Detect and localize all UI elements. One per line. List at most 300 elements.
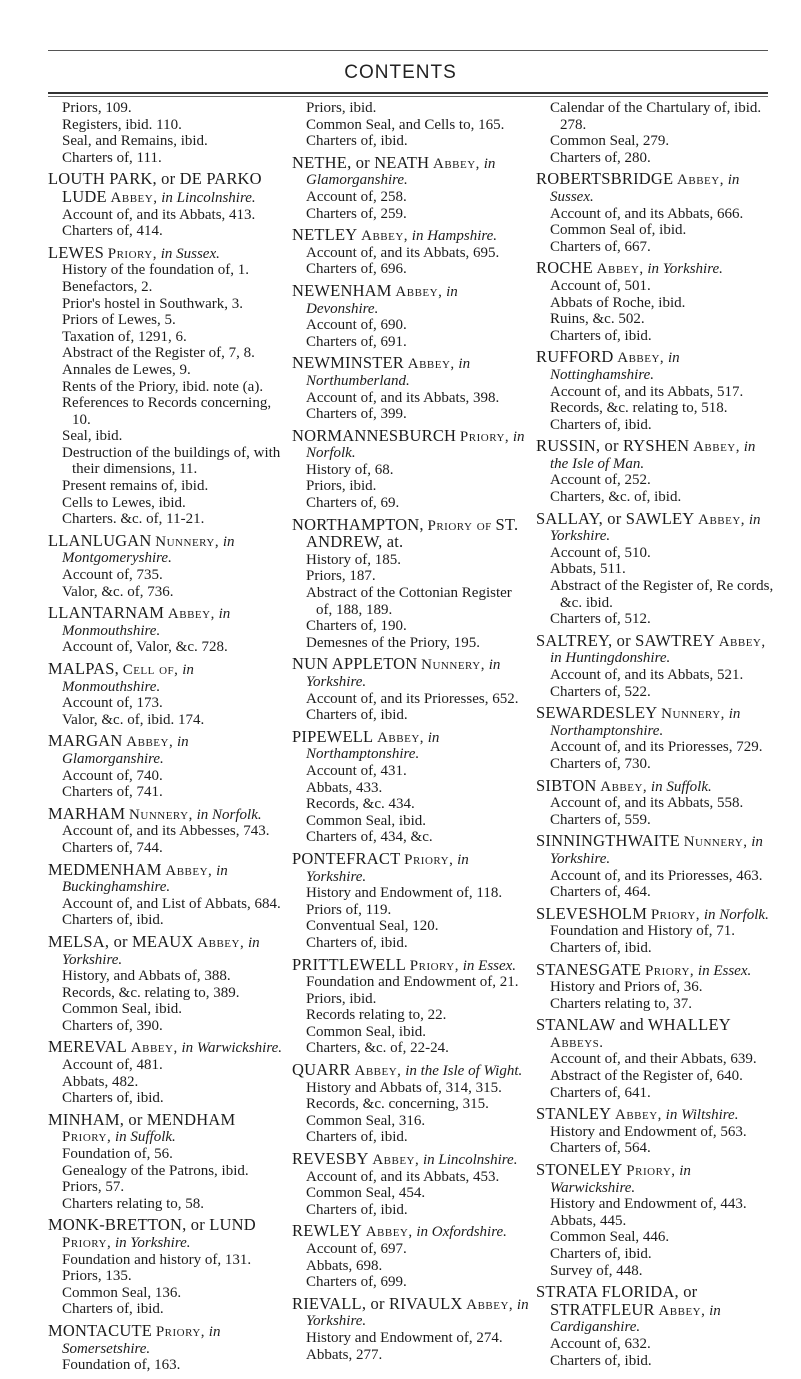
index-entry: [292, 355, 530, 422]
entry-subitem: Account of, 632.: [550, 1335, 651, 1352]
entry-kind: Priory,: [459, 428, 510, 445]
entry-subitem: Conventual Seal, 120.: [306, 918, 439, 935]
entry-heading: [536, 260, 774, 278]
entry-heading: [48, 1217, 286, 1251]
index-entry: [48, 1039, 286, 1106]
entry-subitem: Genealogy of the Patrons, ibid.: [62, 1162, 249, 1179]
entry-kind: Priory,: [155, 1323, 206, 1340]
entry-subitem: Charters of, ibid.: [306, 1129, 408, 1146]
entry-subitem: Foundation and Endowment of, 21.: [306, 974, 519, 991]
entry-location: in Yorkshire.: [306, 657, 501, 690]
entry-subitem: Account of, and its Prioresses, 652.: [306, 690, 519, 707]
entry-kind: Abbey,: [677, 172, 724, 189]
entry-name: MELSA, or MEAUX: [48, 931, 194, 951]
entry-location: in Northumberland.: [306, 356, 471, 389]
entry-heading: [48, 1039, 286, 1057]
entry-location: in the Isle of Man.: [550, 439, 756, 472]
entry-heading: [536, 171, 774, 205]
entry-name: STANLEY: [536, 1104, 612, 1124]
entry-subitem: History of the foundation of, 1.: [62, 262, 250, 279]
index-entry: [48, 733, 286, 800]
index-entry: [292, 954, 530, 1058]
entry-heading: [292, 848, 530, 885]
entry-location: in Sussex.: [160, 245, 220, 262]
entry-subitem: Account of, and its Abbats, 666.: [550, 205, 744, 222]
entry-kind: Abbey,: [126, 734, 174, 751]
entry-heading: [292, 514, 530, 552]
entry-subitem: Charters of, ibid.: [550, 416, 652, 433]
entry-heading: [536, 1284, 774, 1336]
page-title: CONTENTS: [344, 62, 457, 83]
entry-subitem: Account of, and its Abbats, 521.: [550, 667, 744, 683]
index-entry: [292, 152, 530, 222]
entry-subitem: Abbats, 433.: [306, 779, 383, 796]
entry-name: RIEVALL, or RIVAULX: [292, 1293, 463, 1313]
entry-subitem: Cells to Lewes, ibid.: [62, 494, 186, 511]
entry-subitem: Abbats, 445.: [550, 1212, 627, 1229]
entry-subitem: Charters, &c. of, 22-24.: [306, 1040, 449, 1057]
index-entry: [292, 1223, 530, 1290]
entry-kind: Abbey,: [698, 511, 746, 528]
entry-subitem: References to Records concerning, 10.: [62, 395, 272, 428]
entry-kind: Abbeys.: [550, 1034, 604, 1051]
entry-kind: Abbey,: [197, 934, 245, 951]
entry-name: REWLEY: [292, 1221, 362, 1241]
entry-location: in Warwickshire.: [181, 1040, 283, 1057]
entry-subitem: Priors, ibid.: [306, 990, 377, 1007]
entry-subitem: Common Seal, 279.: [550, 133, 670, 150]
entry-name: RUFFORD: [536, 347, 614, 367]
entry-kind: Priory,: [404, 851, 454, 868]
entry-name: MONTACUTE: [48, 1320, 153, 1340]
entry-name: QUARR: [292, 1060, 351, 1080]
entry-subitem: Abstract of the Cottonian Register of, 188, 189.: [306, 585, 512, 618]
entry-subitem: Common Seal of, ibid.: [550, 222, 687, 239]
entry-kind: Nunnery,: [661, 706, 725, 723]
entry-kind: Abbey,: [617, 350, 665, 367]
entry-name-extra: ST. ANDREW, at.: [306, 514, 519, 552]
entry-heading: [536, 959, 774, 980]
entry-subitem: Charters of, ibid.: [550, 1246, 652, 1262]
entry-kind: Abbey,: [377, 729, 425, 746]
entry-subitem: Seal, ibid.: [62, 428, 123, 445]
entry-kind: Priory,: [62, 1235, 112, 1251]
entry-subitem: Charters of, 280.: [550, 149, 651, 166]
entry-subitem: History of, 68.: [306, 461, 394, 478]
entry-location: in Norfolk.: [196, 806, 262, 823]
entry-subitem: Records, &c. relating to, 518.: [550, 400, 728, 417]
entry-subitem: Priors, ibid.: [306, 478, 377, 495]
entry-name: LEWES: [48, 242, 104, 262]
entry-location: in Yorkshire.: [306, 851, 469, 885]
entry-subitem: Demesnes of the Priory, 195.: [306, 634, 480, 651]
entry-location: in Monmouthshire.: [62, 662, 194, 695]
index-entry: [536, 775, 774, 829]
index-entry: [48, 1109, 286, 1213]
entry-name: STANESGATE: [536, 959, 642, 979]
entry-subitem: Charters. &c. of, 11-21.: [62, 511, 205, 528]
index-entry: [536, 1284, 774, 1369]
entry-subitem: Charters of, 691.: [306, 333, 407, 350]
entry-location: in Devonshire.: [306, 283, 458, 317]
entry-heading: [48, 605, 286, 639]
entry-subitem: Charters of, 730.: [550, 755, 651, 772]
entry-name: LOUTH PARK, or DE PARKO LUDE: [48, 169, 262, 206]
entry-kind: Priory,: [107, 245, 157, 262]
entry-subitem: History of, 185.: [306, 551, 401, 568]
entry-subitem: History and Endowment of, 443.: [550, 1196, 747, 1213]
entry-location: in Cardiganshire.: [550, 1302, 721, 1336]
entry-subitem: Charters of, ibid.: [62, 912, 164, 929]
entry-heading: [536, 1162, 774, 1196]
entry-kind: Abbey,: [395, 283, 443, 300]
entry-kind: Abbey,: [167, 606, 215, 623]
entry-heading: [292, 656, 530, 690]
entry-name: NETLEY: [292, 225, 358, 245]
entry-subitem: History and Abbats of, 314, 315.: [306, 1079, 502, 1096]
entry-subitem: Foundation and history of, 131.: [62, 1251, 252, 1268]
entry-heading: [536, 438, 774, 472]
entry-location: in Sussex.: [550, 172, 740, 205]
entry-subitem: Charters of, 667.: [550, 238, 651, 255]
entry-subitem: Rents of the Priory, ibid. note (a).: [62, 378, 264, 395]
entry-subitem: Account of, and its Abbats, 413.: [62, 206, 256, 223]
entry-subitem: Charters of, 559.: [550, 811, 651, 828]
index-entry: [536, 1162, 774, 1279]
entry-subitem: Charters of, 390.: [62, 1017, 163, 1034]
entry-subitem: Account of, 258.: [306, 188, 407, 205]
entry-name: SALTREY, or SAWTREY: [536, 630, 715, 650]
entry-name: LLANLUGAN: [48, 530, 152, 550]
entry-heading: [292, 227, 530, 245]
entry-location: in Montgomeryshire.: [62, 533, 235, 567]
entry-kind: Nunnery,: [129, 806, 193, 823]
entry-subitem: Account of, 173.: [62, 695, 163, 712]
entry-subitem: Charters of, 564.: [550, 1140, 651, 1157]
entry-name: MEREVAL: [48, 1037, 128, 1057]
entry-subitem: Charters of, ibid.: [62, 1090, 164, 1107]
entry-subitem: Common Seal, ibid.: [306, 812, 426, 829]
index-entry: [292, 425, 530, 512]
entry-subitem: Charters of, ibid.: [306, 707, 408, 724]
index-entry: [536, 903, 774, 957]
entry-subitem: Common Seal, ibid.: [62, 1001, 182, 1018]
entry-name: PRITTLEWELL: [292, 954, 407, 974]
entry-subitem: Foundation of, 163.: [62, 1357, 181, 1374]
entry-kind: Priory,: [644, 962, 695, 979]
entry-kind: Priory,: [626, 1163, 676, 1180]
entry-subitem: Account of, and its Abbesses, 743.: [62, 823, 270, 840]
index-entry-continued: [536, 100, 774, 166]
index-entry: [536, 959, 774, 1013]
index-entry: [536, 171, 774, 255]
entry-subitem: Charters of, 464.: [550, 884, 651, 901]
entry-subitem: Charters of, 696.: [306, 261, 407, 278]
entry-subitem: Charters of, 741.: [62, 784, 163, 801]
entry-heading: [48, 661, 286, 695]
entry-subitem: Account of, 431.: [306, 762, 407, 779]
entry-name: NORTHAMPTON,: [292, 514, 424, 534]
entry-name: STRATA FLORIDA, or STRATFLEUR: [536, 1282, 698, 1319]
entry-subitem: Valor, &c. of, ibid. 174.: [62, 711, 205, 728]
column-2: [292, 100, 530, 1379]
index-entry: [292, 656, 530, 723]
entry-subitem: Account of, 697.: [306, 1241, 407, 1257]
entry-heading: [536, 1106, 774, 1124]
entry-subitem: Destruction of the buildings of, with their dimensions, 11.: [62, 444, 281, 478]
entry-kind: Abbey,: [596, 261, 644, 278]
entry-subitem: Benefactors, 2.: [62, 278, 153, 295]
entry-subitem: History and Endowment of, 274.: [306, 1329, 503, 1346]
entry-subitem: Charters of, 259.: [306, 205, 407, 222]
entry-kind: Abbey,: [361, 228, 409, 245]
entry-subitem: Account of, and its Prioresses, 463.: [550, 867, 763, 884]
index-entry: [48, 931, 286, 1035]
entry-subitem: Account of, and its Abbats, 558.: [550, 795, 744, 812]
entry-subitem: Abstract of the Register of, 640.: [550, 1068, 743, 1085]
entry-name: SEWARDESLEY: [536, 703, 658, 723]
entry-kind: Abbey,: [365, 1224, 413, 1241]
entry-subitem: Abbats, 511.: [550, 561, 626, 578]
entry-subitem: Account of, 481.: [62, 1057, 163, 1074]
entry-heading: [48, 931, 286, 968]
index-entry-continued: [48, 100, 286, 166]
entry-heading: [536, 1017, 774, 1051]
entry-kind: Abbey,: [130, 1040, 178, 1057]
entry-heading: [48, 859, 286, 896]
index-entry: [292, 514, 530, 652]
entry-name: STONELEY: [536, 1160, 623, 1180]
entry-subitem: Charters of, 744.: [62, 839, 163, 856]
entry-subitem: Seal, and Remains, ibid.: [62, 133, 208, 150]
entry-subitem: Account of, and its Abbats, 453.: [306, 1168, 500, 1185]
entry-location: in Hampshire.: [411, 228, 498, 245]
entry-subitem: Priors, 187.: [306, 568, 376, 585]
entry-name: LLANTARNAM: [48, 603, 165, 623]
entry-name: SIBTON: [536, 775, 597, 795]
entry-location: in Yorkshire.: [647, 261, 723, 278]
index-entry: [48, 171, 286, 239]
entry-subitem: Foundation of, 56.: [62, 1146, 173, 1163]
entry-name: PIPEWELL: [292, 726, 374, 746]
entry-subitem: Calendar of the Chartulary of, ibid. 278.: [550, 100, 762, 133]
entry-heading: [536, 833, 774, 867]
entry-subitem: Charters of, 414.: [62, 223, 163, 240]
entry-heading: [292, 726, 530, 763]
index-entry: [536, 508, 774, 628]
entry-name: REVESBY: [292, 1149, 369, 1169]
entry-subitem: Account of, 252.: [550, 472, 651, 489]
entry-kind: Priory of: [427, 517, 492, 534]
index-entry: [48, 803, 286, 857]
entry-subitem: Account of, and its Abbats, 695.: [306, 244, 500, 261]
entry-subitem: Abbats, 698.: [306, 1257, 383, 1274]
entry-subitem: Annales de Lewes, 9.: [62, 361, 191, 378]
entry-location: in Buckinghamshire.: [62, 862, 228, 896]
entry-name: RUSSIN, or RYSHEN: [536, 436, 690, 456]
column-3: [536, 100, 774, 1379]
entry-heading: [536, 705, 774, 739]
entry-heading: [48, 1320, 286, 1357]
entry-name: STANLAW and WHALLEY: [536, 1015, 731, 1035]
entry-location: in Northamptonshire.: [306, 729, 440, 763]
entry-subitem: Records, &c. concerning, 315.: [306, 1096, 489, 1113]
entry-subitem: Account of, Valor, &c. 728.: [62, 639, 228, 656]
entry-heading: [292, 280, 530, 317]
entry-subitem: Records, &c. 434.: [306, 796, 415, 813]
entry-location: in Lincolnshire.: [161, 189, 256, 206]
index-columns: [48, 100, 774, 1374]
entry-kind: Abbey,: [433, 155, 480, 172]
entry-heading: [536, 630, 774, 667]
entry-subitem: Common Seal, 316.: [306, 1112, 426, 1129]
index-entry: [536, 630, 774, 700]
entry-subitem: Priors, 109.: [62, 100, 132, 116]
index-entry: [536, 1106, 774, 1157]
entry-subitem: Valor, &c. of, 736.: [62, 583, 174, 600]
entry-location: in Essex.: [697, 962, 752, 979]
entry-subitem: History and Priors of, 36.: [550, 979, 703, 996]
entry-kind: Priory,: [409, 957, 459, 974]
entry-subitem: Common Seal, 454.: [306, 1185, 426, 1202]
entry-subitem: Prior's hostel in Southwark, 3.: [62, 295, 244, 312]
entry-location: in Glamorganshire.: [306, 155, 496, 189]
index-entry: [536, 1017, 774, 1101]
entry-heading: [48, 242, 286, 263]
entry-subitem: Account of, and its Abbats, 398.: [306, 389, 500, 406]
entry-name: NEWMINSTER: [292, 353, 404, 373]
index-entry: [292, 280, 530, 350]
entry-kind: Abbey,: [354, 1063, 402, 1080]
entry-kind: Priory,: [650, 906, 701, 923]
entry-kind: Priory,: [62, 1129, 112, 1146]
entry-subitem: Abstract of the Register of, 7, 8.: [62, 345, 255, 362]
index-entry-continued: [292, 100, 530, 150]
entry-subitem: Charters of, 190.: [306, 618, 407, 635]
entry-location: in Yorkshire.: [550, 834, 763, 867]
index-entry: [48, 859, 286, 929]
entry-location: in Huntingdonshire.: [550, 650, 671, 667]
entry-subitem: Abbats of Roche, ibid.: [550, 294, 686, 311]
entry-subitem: Foundation and History of, 71.: [550, 923, 735, 940]
entry-name: SLEVESHOLM: [536, 903, 648, 923]
entry-location: in Lincolnshire.: [423, 1152, 518, 1169]
entry-subitem: Account of, 501.: [550, 277, 651, 294]
entry-name: NETHE, or NEATH: [292, 152, 430, 172]
entry-kind: Abbey,: [600, 778, 648, 795]
entry-subitem: Common Seal, 136.: [62, 1284, 182, 1301]
entry-subitem: Charters relating to, 58.: [62, 1195, 205, 1212]
entry-heading: [48, 171, 286, 206]
entry-location: in Essex.: [462, 957, 517, 974]
index-entry: [536, 260, 774, 344]
entry-subitem: Charters of, 69.: [306, 495, 400, 512]
entry-name: MARHAM: [48, 803, 126, 823]
entry-subitem: Abbats, 277.: [306, 1346, 383, 1363]
entry-location: in Yorkshire.: [114, 1235, 191, 1251]
entry-subitem: Account of, and its Abbats, 517.: [550, 383, 744, 400]
entry-subitem: Common Seal, and Cells to, 165.: [306, 116, 505, 133]
index-entry: [48, 242, 286, 528]
index-entry: [536, 349, 774, 433]
entry-subitem: Abstract of the Register of, Re cords, &c. ibid.: [550, 578, 774, 611]
entry-subitem: History, and Abbats of, 388.: [62, 968, 231, 985]
entry-subitem: Charters of, 641.: [550, 1084, 651, 1101]
entry-subitem: Registers, ibid. 110.: [62, 116, 182, 133]
entry-name: SALLAY, or SAWLEY: [536, 508, 695, 528]
entry-location: in Yorkshire.: [62, 934, 260, 968]
entry-subitem: Ruins, &c. 502.: [550, 311, 645, 328]
entry-subitem: Charters of, 111.: [62, 149, 162, 166]
entry-heading: [536, 508, 774, 545]
entry-name: MONK-BRETTON, or LUND: [48, 1215, 256, 1235]
header-rule-thin: [48, 96, 768, 97]
entry-subitem: Account of, and their Abbats, 639.: [550, 1051, 757, 1068]
entry-name: MARGAN: [48, 731, 123, 751]
index-entry: [292, 227, 530, 278]
entry-heading: [48, 733, 286, 767]
entry-subitem: Priors of, 119.: [306, 901, 392, 918]
entry-kind: Abbey,: [693, 439, 740, 456]
entry-name: SINNINGTHWAITE: [536, 831, 680, 851]
entry-subitem: Priors, ibid.: [306, 100, 377, 116]
entry-location: in Warwickshire.: [550, 1163, 691, 1196]
entry-subitem: Abbats, 482.: [62, 1073, 139, 1090]
entry-subitem: Common Seal, ibid.: [306, 1023, 426, 1040]
entry-subitem: Charters of, ibid.: [550, 1352, 652, 1369]
entry-subitem: Account of, and List of Abbats, 684.: [62, 895, 281, 912]
entry-subitem: Charters of, ibid.: [550, 327, 652, 344]
entry-name: NUN APPLETON: [292, 654, 418, 674]
index-entry: [292, 848, 530, 952]
entry-name: NORMANNESBURCH: [292, 425, 457, 445]
entry-subitem: History and Endowment of, 563.: [550, 1123, 747, 1140]
entry-subitem: Charters of, ibid.: [306, 934, 408, 951]
entry-location: in Suffolk.: [650, 778, 712, 795]
index-entry: [292, 726, 530, 846]
index-entry: [48, 530, 286, 600]
entry-heading: [292, 1151, 530, 1169]
entry-location: in Nottinghamshire.: [550, 350, 680, 383]
entry-subitem: Taxation of, 1291, 6.: [62, 328, 187, 345]
entry-subitem: Charters of, 699.: [306, 1274, 407, 1291]
entry-name: MINHAM, or MENDHAM: [48, 1109, 236, 1129]
entry-subitem: Account of, and its Prioresses, 729.: [550, 739, 763, 756]
entry-kind: Abbey,: [615, 1107, 662, 1124]
entry-subitem: Common Seal, 446.: [550, 1229, 670, 1246]
entry-heading: [292, 1062, 530, 1080]
entry-location: in Yorkshire.: [306, 1296, 529, 1330]
index-entry: [48, 661, 286, 728]
entry-location: in Northamptonshire.: [550, 706, 741, 739]
entry-location: in Suffolk.: [114, 1129, 176, 1146]
entry-name: ROBERTSBRIDGE: [536, 169, 674, 189]
entry-subitem: Account of, 735.: [62, 567, 163, 584]
entry-location: in Norfolk.: [306, 428, 525, 462]
header-rule: [48, 92, 768, 94]
entry-kind: Nunnery,: [155, 533, 220, 550]
index-entry: [48, 1320, 286, 1374]
entry-name: MALPAS,: [48, 659, 119, 678]
entry-name: MEDMENHAM: [48, 859, 162, 879]
entry-location: in Oxfordshire.: [416, 1224, 507, 1241]
entry-subitem: Priors, 135.: [62, 1268, 132, 1285]
top-rule: [48, 50, 768, 51]
entry-subitem: Priors of Lewes, 5.: [62, 312, 176, 329]
index-entry: [536, 705, 774, 772]
entry-subitem: Account of, 690.: [306, 317, 407, 334]
entry-subitem: Account of, 510.: [550, 544, 651, 561]
